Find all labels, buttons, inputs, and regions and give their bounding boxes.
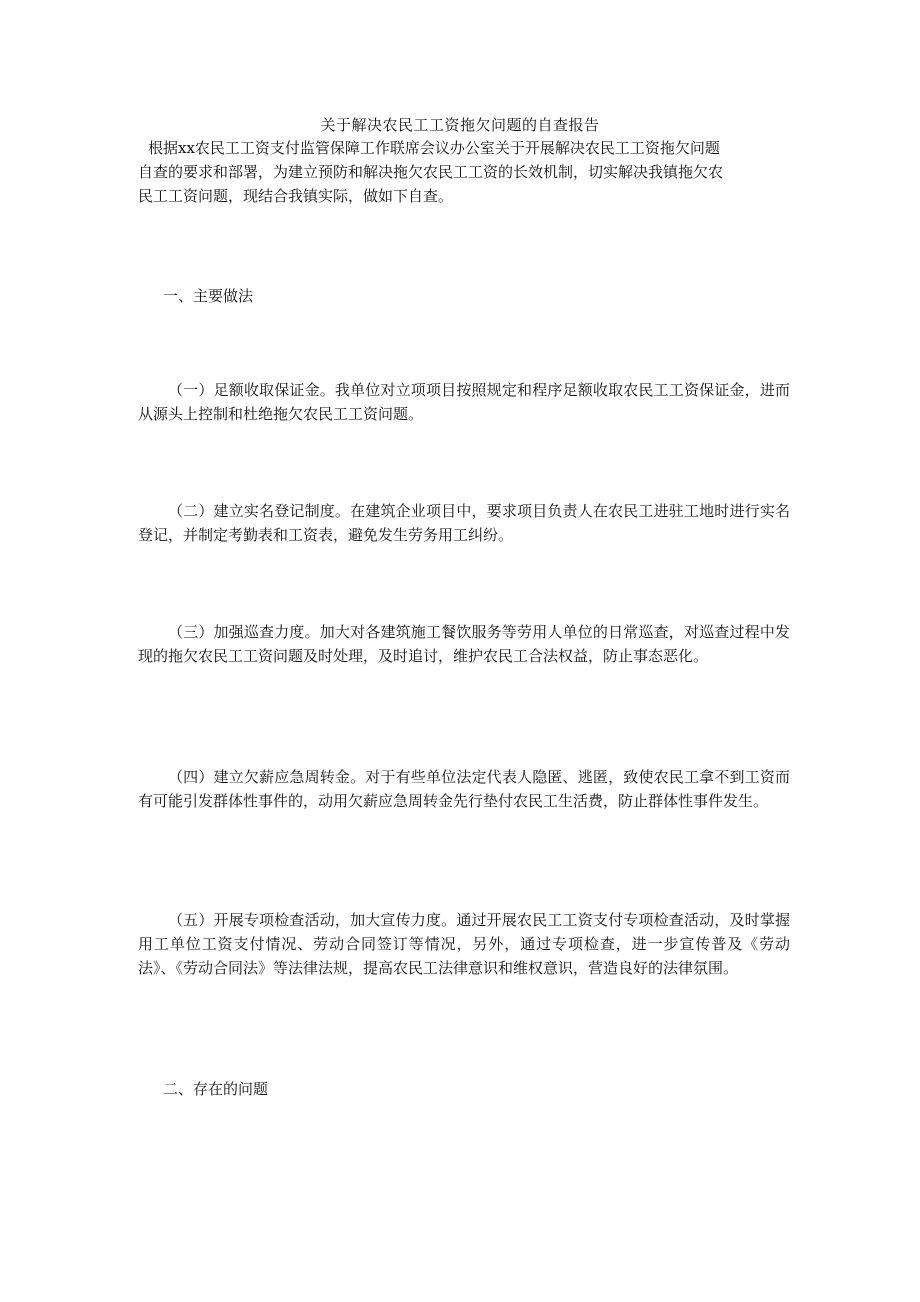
- document-title: 关于解决农民工工资拖欠问题的自查报告: [320, 116, 600, 134]
- section-heading-main-practices: 一、主要做法: [163, 287, 254, 305]
- intro-paragraph: [138, 136, 790, 208]
- intro-line-2: 自查的要求和部署，为建立预防和解决拖欠农民工工资的长效机制，切实解决我镇拖欠农: [138, 163, 724, 181]
- item-paragraph-5: （五）开展专项检查活动，加大宣传力度。通过开展农民工工资支付专项检查活动，及时掌握用工单位工资支付情况、劳动合同签订等情况，另外，通过专项检查，进一步宣传普及《劳动法》、《劳动合同法》等法律法规，提高农民工法律意识和维权意识，营造良好的法律氛围。: [138, 911, 790, 977]
- intro-line-1: 根据xx农民工工资支付监管保障工作联席会议办公室关于开展解决农民工工资拖欠问题: [148, 139, 720, 157]
- intro-line-3: 民工工资问题，现结合我镇实际，做如下自查。: [138, 187, 454, 205]
- section-heading-existing-problems: 二、存在的问题: [163, 1080, 269, 1098]
- item-paragraph-2: （二）建立实名登记制度。在建筑企业项目中，要求项目负责人在农民工进驻工地时进行实名登记，并制定考勤表和工资表，避免发生劳务用工纠纷。: [138, 502, 790, 544]
- item-paragraph-3: （三）加强巡查力度。加大对各建筑施工餐饮服务等劳用人单位的日常巡查，对巡查过程中发现的拖欠农民工工资问题及时处理，及时追讨，维护农民工合法权益，防止事态恶化。: [138, 623, 790, 665]
- item-paragraph-1: （一）足额收取保证金。我单位对立项项目按照规定和程序足额收取农民工工资保证金，进而从源头上控制和杜绝拖欠农民工工资问题。: [138, 381, 790, 423]
- item-paragraph-4: （四）建立欠薪应急周转金。对于有些单位法定代表人隐匿、逃匿，致使农民工拿不到工资而有可能引发群体性事件的，动用欠薪应急周转金先行垫付农民工生活费，防止群体性事件发生。: [138, 768, 790, 810]
